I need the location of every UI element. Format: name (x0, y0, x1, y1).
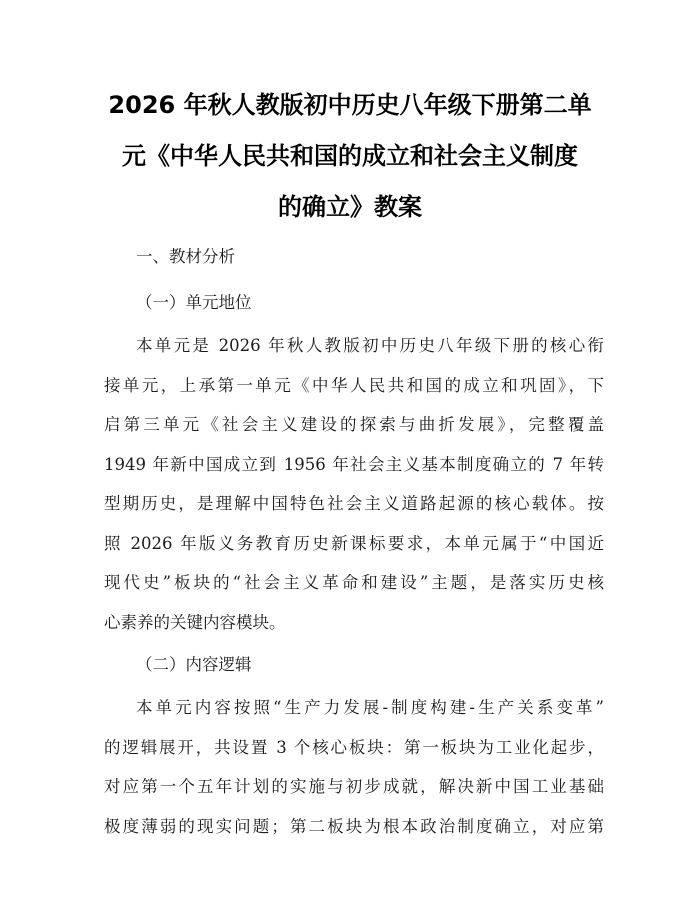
title-line: 的确立》教案 (278, 193, 422, 221)
paragraph-line: 照 2026 年版义务教育历史新课标要求，本单元属于“中国近 (104, 533, 604, 553)
paragraph-line: 启第三单元《社会主义建设的探索与曲折发展》，完整覆盖 (104, 415, 604, 434)
paragraph-line: 接单元，上承第一单元《中华人民共和国的成立和巩固》，下 (104, 375, 604, 395)
subsection-heading: （二）内容逻辑 (136, 655, 252, 674)
section-heading: 一、教材分析 (136, 247, 235, 266)
paragraph-line: 1949 年新中国成立到 1956 年社会主义基本制度确立的 7 年转 (104, 454, 604, 474)
document-title (100, 80, 600, 233)
paragraph-line: 对应第一个五年计划的实施与初步成就，解决新中国工业基础 (104, 777, 604, 796)
title-line: 元《中华人民共和国的成立和社会主义制度 (122, 142, 578, 170)
paragraph-line: 型期历史，是理解中国特色社会主义道路起源的核心载体。按 (104, 494, 604, 513)
subsection-heading: （一）单元地位 (136, 293, 252, 312)
paragraph-line: 的逻辑展开，共设置 3 个核心板块：第一板块为工业化起步， (104, 737, 604, 757)
paragraph-line: 现代史”板块的“社会主义革命和建设”主题，是落实历史核 (104, 573, 604, 592)
paragraph-line: 心素养的关键内容模块。 (104, 612, 286, 632)
title-line: 2026 年秋人教版初中历史八年级下册第二单 (108, 91, 592, 119)
paragraph-line: 极度薄弱的现实问题；第二板块为根本政治制度确立，对应第 (104, 816, 604, 836)
paragraph-line: 本单元是 2026 年秋人教版初中历史八年级下册的核心衔 (136, 336, 604, 355)
paragraph-line: 本单元内容按照“生产力发展-制度构建-生产关系变革” (136, 698, 604, 717)
document-body (104, 234, 604, 846)
paragraph-unit-position (104, 326, 604, 642)
paragraph-content-logic (104, 688, 604, 846)
